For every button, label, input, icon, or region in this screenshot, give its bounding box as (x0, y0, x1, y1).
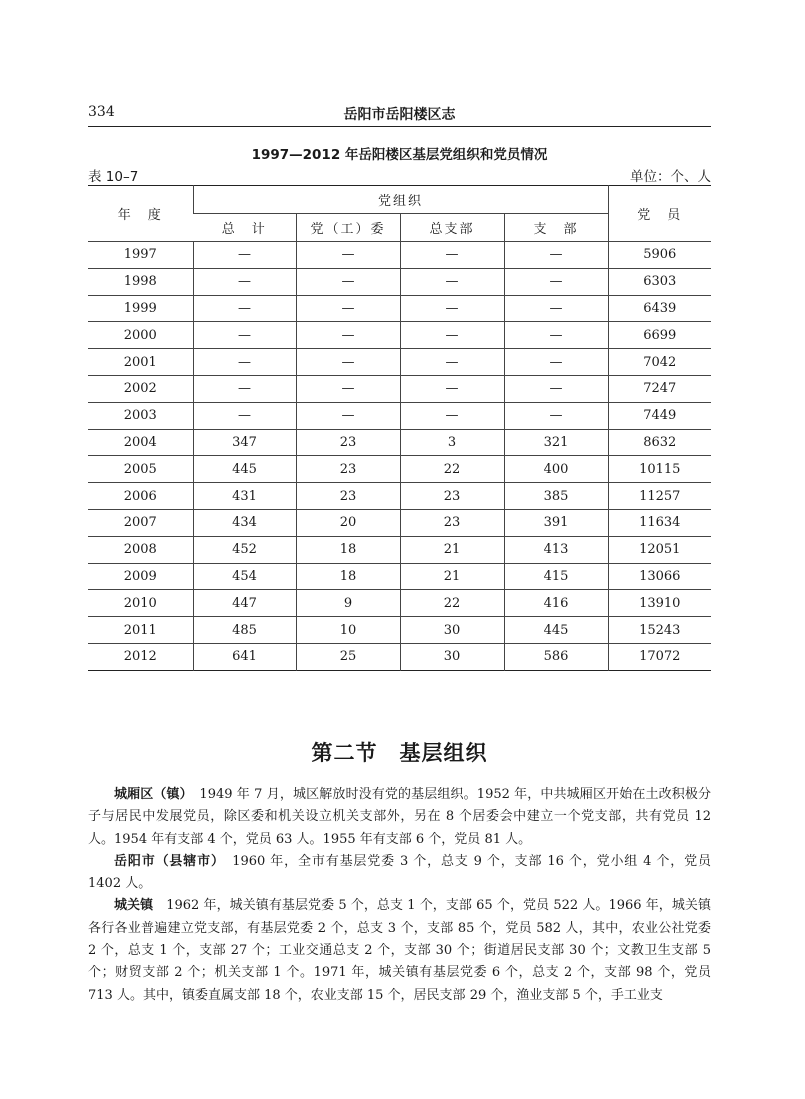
cell-year: 2004 (88, 429, 193, 456)
cell-general-branch: 21 (400, 563, 504, 590)
cell-committee: — (296, 295, 400, 322)
cell-members: 11257 (608, 483, 711, 510)
cell-members: 13910 (608, 590, 711, 617)
cell-committee: — (296, 268, 400, 295)
cell-total: 445 (193, 456, 296, 483)
cell-members: 10115 (608, 456, 711, 483)
cell-year: 2012 (123, 649, 157, 665)
table-row (88, 375, 711, 402)
table-row (88, 429, 711, 456)
cell-branch: — (504, 268, 608, 295)
cell-committee: 23 (296, 483, 400, 510)
cell-total: 347 (193, 429, 296, 456)
cell-members: 12051 (608, 536, 711, 563)
header-general-branch: 总支部 (400, 214, 504, 242)
cell-year: 2006 (88, 483, 193, 510)
table-body (88, 242, 711, 671)
cell-branch: 385 (504, 483, 608, 510)
cell-general-branch: 3 (400, 429, 504, 456)
cell-members: 5906 (608, 242, 711, 269)
cell-committee: 23 (296, 429, 400, 456)
table-row (88, 563, 711, 590)
cell-members: 6303 (608, 268, 711, 295)
table-number: 表 10–7 (88, 169, 139, 185)
cell-branch: 415 (504, 563, 608, 590)
cell-total: 641 (193, 643, 296, 670)
cell-general-branch: 23 (400, 509, 504, 536)
cell-year: 2010 (88, 590, 193, 617)
paragraph-text: 1949 年 7 月，城区解放时没有党的基层组织。1952 年，中共城厢区开始在土改积极分子与居民中发展党员，除区委和机关设立机关支部外，另在 8 个居委会中建立一个党支部，共有党员 12 人。1954 年有支部 4 个，党员 63 人。1955 年有支部 6 个，党员 81 人。 (88, 787, 711, 847)
cell-members: 11634 (608, 509, 711, 536)
cell-general-branch: 22 (400, 590, 504, 617)
table-title: 1997—2012 年岳阳楼区基层党组织和党员情况 (251, 147, 548, 163)
party-organization-table (88, 185, 711, 671)
cell-members: 7247 (608, 375, 711, 402)
header-party-organization: 党组织 (193, 186, 608, 214)
cell-committee: 9 (296, 590, 400, 617)
cell-branch: 400 (504, 456, 608, 483)
paragraph-lead: 城厢区（镇） (114, 787, 187, 802)
cell-members: 7449 (608, 402, 711, 429)
cell-year: 1997 (88, 242, 193, 269)
cell-total: 447 (193, 590, 296, 617)
cell-year: 1998 (88, 268, 193, 295)
cell-branch: 413 (504, 536, 608, 563)
paragraph-lead: 城关镇 (114, 898, 154, 914)
cell-branch: — (504, 295, 608, 322)
cell-members: 7042 (608, 349, 711, 376)
cell-total: 452 (193, 536, 296, 563)
page-number: 334 (88, 104, 115, 120)
cell-branch: 416 (504, 590, 608, 617)
cell-total: 434 (193, 509, 296, 536)
cell-total: — (193, 295, 296, 322)
table-row (88, 456, 711, 483)
cell-total: — (193, 402, 296, 429)
cell-members: 17072 (608, 643, 711, 670)
cell-general-branch: 30 (400, 617, 504, 644)
cell-members: 13066 (608, 563, 711, 590)
cell-branch: 391 (504, 509, 608, 536)
cell-total: — (193, 375, 296, 402)
cell-members: 6699 (608, 322, 711, 349)
cell-year: 1999 (88, 295, 193, 322)
cell-total: — (193, 268, 296, 295)
cell-branch: 586 (504, 643, 608, 670)
paragraph (88, 851, 711, 896)
cell-year: 2000 (88, 322, 193, 349)
cell-general-branch: — (400, 322, 504, 349)
cell-branch: 445 (504, 617, 608, 644)
cell-committee: 23 (296, 456, 400, 483)
cell-committee: — (296, 375, 400, 402)
page-header (88, 104, 711, 127)
paragraph-lead: 岳阳市（县辖市） (114, 853, 219, 869)
cell-total: — (193, 322, 296, 349)
table-row (88, 268, 711, 295)
cell-members: 15243 (608, 617, 711, 644)
cell-branch: — (504, 349, 608, 376)
cell-general-branch: — (400, 242, 504, 269)
table-row (88, 590, 711, 617)
table-row (88, 617, 711, 644)
cell-total: 431 (193, 483, 296, 510)
cell-general-branch: 23 (400, 483, 504, 510)
cell-general-branch: 22 (400, 456, 504, 483)
cell-total: 485 (193, 617, 296, 644)
cell-year: 2011 (88, 617, 193, 644)
header-year: 年 度 (88, 186, 193, 242)
cell-branch: — (504, 322, 608, 349)
cell-branch: — (504, 375, 608, 402)
cell-general-branch: — (400, 402, 504, 429)
cell-year: 2007 (88, 509, 193, 536)
cell-committee: 10 (296, 617, 400, 644)
cell-total: — (193, 349, 296, 376)
cell-year: 2001 (88, 349, 193, 376)
cell-year: 2009 (88, 563, 193, 590)
cell-committee: 18 (296, 536, 400, 563)
cell-total: — (193, 242, 296, 269)
table-row (88, 402, 711, 429)
cell-committee: — (296, 322, 400, 349)
cell-general-branch: — (400, 295, 504, 322)
body-text (88, 784, 711, 1007)
cell-committee: — (296, 402, 400, 429)
paragraph-text: 1962 年，城关镇有基层党委 5 个，总支 1 个，支部 65 个，党员 522 人。1966 年，城关镇各行各业普遍建立党支部，有基层党委 2 个，总支 3 个，支部 85 个，党员 582 人，其中，农业公社党委 2 个，总支 1 个，支部 27 个；工业交通总支 2 个，支部 30 个；街道居民支部 30 个；文教卫生支部 5 个；财贸支部 2 个；机关支部 1 个。1971 年，城关镇有基层党委 6 个，总支 2 个，支部 98 个，党员 713 人。其中，镇委直属支部 18 个，农业支部 15 个，居民支部 29 个，渔业支部 5 个，手工业支 (88, 898, 711, 1003)
running-title: 岳阳市岳阳楼区志 (343, 107, 456, 123)
table-row (88, 483, 711, 510)
paragraph (88, 784, 711, 851)
cell-committee: — (296, 242, 400, 269)
cell-year: 2003 (88, 402, 193, 429)
cell-committee: 25 (296, 643, 400, 670)
header-total: 总 计 (193, 214, 296, 242)
cell-general-branch: — (400, 268, 504, 295)
section-heading: 第二节 基层组织 (311, 741, 488, 765)
table-row (88, 349, 711, 376)
cell-total: 454 (193, 563, 296, 590)
cell-year: 2005 (88, 456, 193, 483)
paragraph (88, 895, 711, 1006)
cell-members: 6439 (608, 295, 711, 322)
table-row (88, 242, 711, 269)
cell-committee: — (296, 349, 400, 376)
cell-branch: — (504, 242, 608, 269)
header-committee: 党（工）委 (296, 214, 400, 242)
paragraph-text: 1960 年，全市有基层党委 3 个，总支 9 个，支部 16 个，党小组 4 个，党员 1402 人。 (88, 853, 711, 892)
cell-general-branch: — (400, 375, 504, 402)
table-unit: 单位：个、人 (630, 169, 711, 185)
cell-year: 2008 (88, 536, 193, 563)
header-branch: 支 部 (504, 214, 608, 242)
cell-branch: 321 (504, 429, 608, 456)
cell-general-branch: 21 (400, 536, 504, 563)
cell-year: 2002 (88, 375, 193, 402)
cell-general-branch: 30 (400, 643, 504, 670)
header-members: 党 员 (608, 186, 711, 242)
cell-committee: 18 (296, 563, 400, 590)
cell-members: 8632 (608, 429, 711, 456)
table-row (88, 509, 711, 536)
cell-general-branch: — (400, 349, 504, 376)
table-row (88, 322, 711, 349)
table-row (88, 643, 711, 670)
table-row (88, 295, 711, 322)
cell-branch: — (504, 402, 608, 429)
table-row (88, 536, 711, 563)
cell-committee: 20 (296, 509, 400, 536)
